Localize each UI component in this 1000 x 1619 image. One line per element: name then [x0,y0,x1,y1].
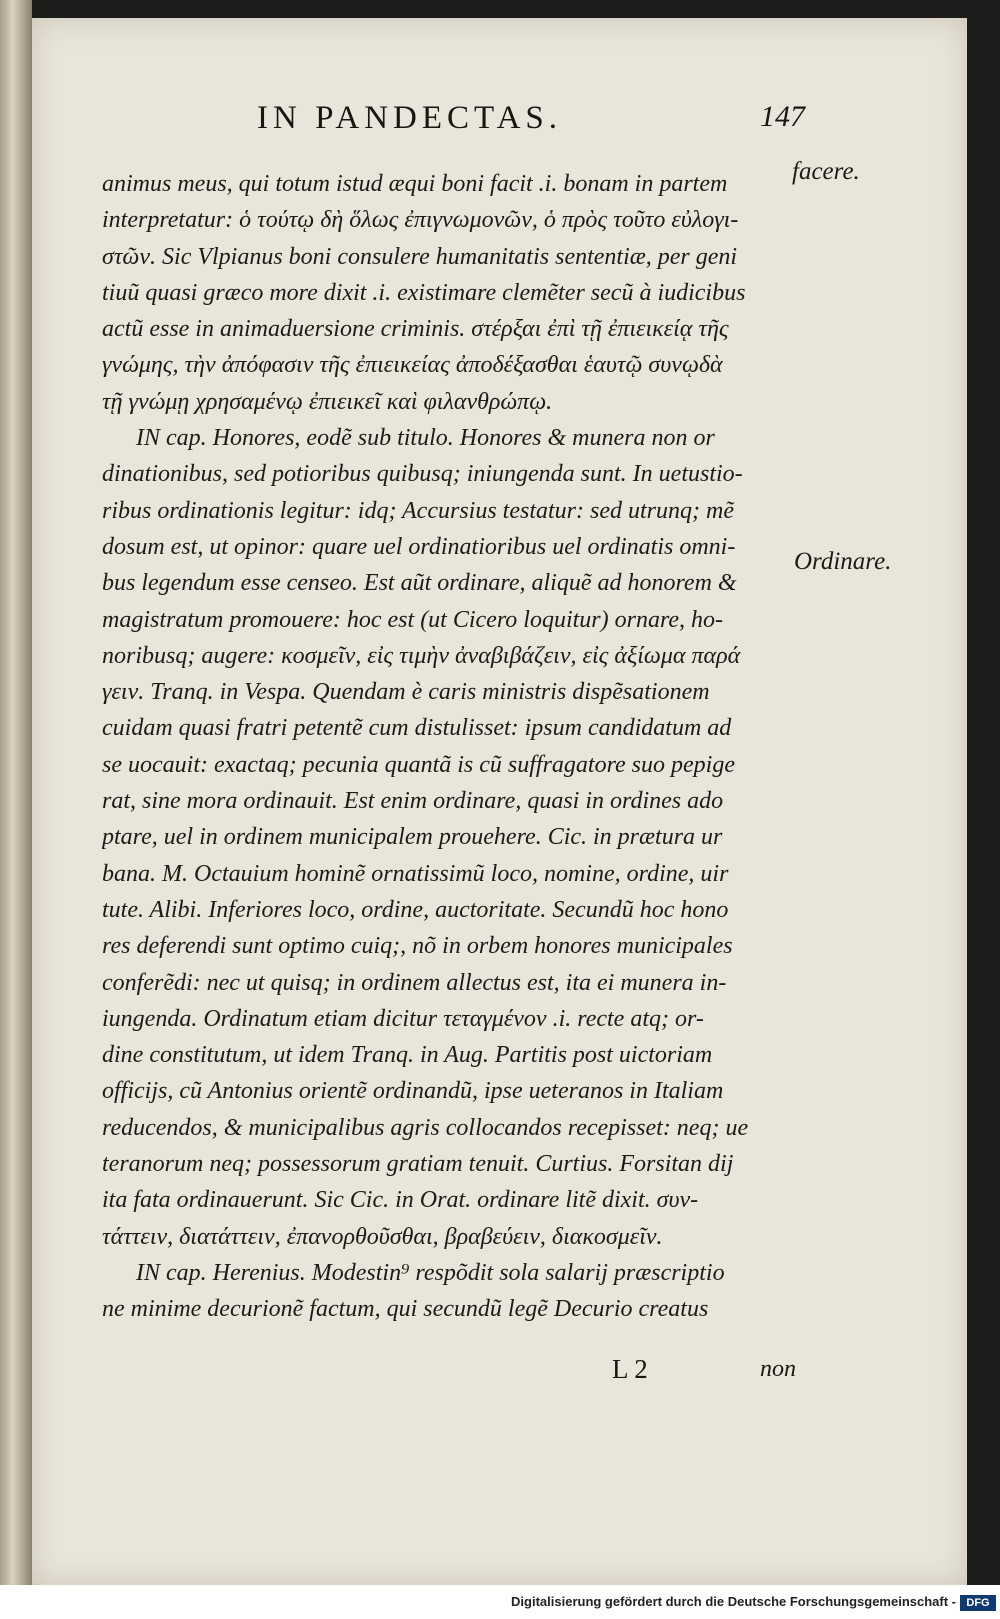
text-line: bana. M. Octauium hominẽ ornatissimũ loco, nomine, ordine, uir [102,860,729,887]
text-line: tiuũ quasi græco more dixit .i. existimare clemẽter secũ à iudicibus [102,279,746,306]
margin-note-ordinare: Ordinare. [794,548,892,575]
text-line: iungenda. Ordinatum etiam dicitur τεταγμένον .i. recte atq; or- [102,1005,704,1032]
text-line: dosum est, ut opinor: quare uel ordinatioribus uel ordinatis omni- [102,533,736,560]
text-line: teranorum neq; possessorum gratiam tenuit. Curtius. Forsitan dij [102,1151,734,1178]
scanned-page [32,18,967,1585]
text-line: τάττειν, διατάττειν, ἐπανορθοῦσθαι, βραβεύειν, διακοσμεῖν. [102,1223,663,1250]
signature-mark: L 2 [612,1354,648,1384]
text-line: tute. Alibi. Inferiores loco, ordine, auctoritate. Secundũ hoc hono [102,896,729,923]
book-edge [0,0,32,1585]
funding-credit: Digitalisierung gefördert durch die Deutsche Forschungsgemeinschaft - [511,1594,956,1609]
text-line: γειν. Tranq. in Vespa. Quendam è caris ministris dispẽsationem [102,679,710,706]
text-line: ribus ordinationis legitur: idq; Accursius testatur: sed utrunq; mẽ [102,497,734,524]
catchword: non [760,1356,796,1382]
body-text [102,166,818,1328]
text-line: reducendos, & municipalibus agris collocandos recepisset: neq; ue [102,1114,749,1141]
text-line: dinationibus, sed potioribus quibusq; iniungenda sunt. In uetustio- [102,461,743,488]
margin-note-facere: facere. [792,158,860,185]
text-line: στῶν. Sic Vlpianus boni consulere humanitatis sententiæ, per geni [102,243,738,270]
text-line: ita fata ordinauerunt. Sic Cic. in Orat. ordinare litẽ dixit. συν- [102,1187,699,1214]
text-line: dine constitutum, ut idem Tranq. in Aug. Partitis post uictoriam [102,1042,713,1069]
footer-bar [0,1585,1000,1619]
text-line: animus meus, qui totum istud æqui boni facit .i. bonam in partem [102,171,728,197]
text-line: conferẽdi: nec ut quisq; in ordinem allectus est, ita ei munera in- [102,969,727,996]
text-line: magistratum promouere: hoc est (ut Cicero loquitur) ornare, ho- [102,606,724,633]
text-line: res deferendi sunt optimo cuiq;, nõ in orbem honores municipales [102,933,733,960]
paragraph-start: IN cap. Honores, eodẽ sub titulo. Honores & munera non or [136,425,715,452]
paragraph-start: IN cap. Herenius. Modestin⁹ respõdit sola salarij præscriptio [136,1259,725,1286]
text-line: actũ esse in animaduersione criminis. στέρξαι ἐπὶ τῇ ἐπιεικείᾳ τῆς [102,316,729,343]
text-line: bus legendum esse censeo. Est aũt ordinare, aliquẽ ad honorem & [102,570,737,597]
text-line: rat, sine mora ordinauit. Est enim ordinare, quasi in ordines ado [102,788,724,815]
text-line: interpretatur: ὁ τούτῳ δὴ ὅλως ἐπιγνωμονῶν, ὁ πρὸς τοῦτο εὐλογι- [102,207,739,234]
text-line: officijs, cũ Antonius orientẽ ordinandũ, ipse ueteranos in Italiam [102,1078,724,1105]
text-line: τῇ γνώμῃ χρησαμένῳ ἐπιεικεῖ καὶ φιλανθρώπῳ. [102,388,553,415]
text-line: se uocauit: exactaq; pecunia quantã is cũ suffragatore suo pepige [102,751,735,778]
text-line: cuidam quasi fratri petentẽ cum distulisset: ipsum candidatum ad [102,715,732,742]
text-line: γνώμης, τὴν ἀπόφασιν τῆς ἐπιεικείας ἀποδέξασθαι ἑαυτῷ συνῳδὰ [102,352,723,379]
running-head: IN PANDECTAS. [257,100,563,136]
text-line: ptare, uel in ordinem municipalem prouehere. Cic. in prætura ur [102,824,723,851]
page-number: 147 [760,100,805,133]
text-line: noribusq; augere: κοσμεῖν, εἰς τιμὴν ἀναβιβάζειν, εἰς ἀξίωμα παρά [102,642,741,669]
text-line: ne minime decurionẽ factum, qui secundũ legẽ Decurio creatus [102,1296,709,1323]
dfg-logo: DFG [960,1595,996,1611]
